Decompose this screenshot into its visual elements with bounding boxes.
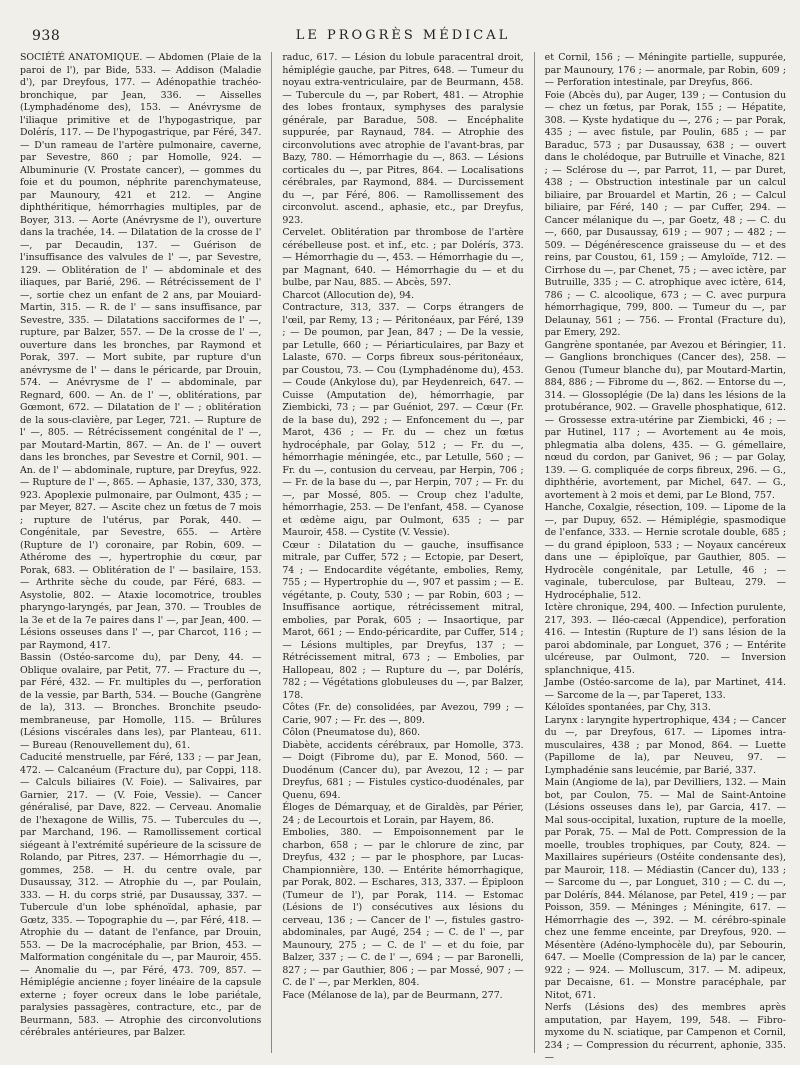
- index-entry: Gangrène spontanée, par Avezou et Béringier, 11. — Ganglions bronchiques (Cancer des), 258. — Genou (Tumeur blanche du), par Moutard-Martin, 884, 886 ; — Fibrome du —, 862. — Entorse du —, 314. — Glossoplégie (De la) dans les lésions de la protubérance, 902. — Gravelle phosphatique, 612. — Grossesse extra-utérine par Ziembicki, 46 ; — par Hutinel, 117 ; — Avortement au 4e mois, phlegmatia alba dolens, 435. — G. gémellaire, nœud du cordon, par Ganivet, 96 ; — par Golay, 139. — G. compliquée de corps fibreux, 296. — G., diphthérie, avortement, par Michel, 647. — G., avortement à 2 mois et demi, par Le Blond, 757.: [544, 339, 786, 501]
- index-entry: Bassin (Ostéo-sarcome du), par Deny, 44. — Oblique ovalaire, par Petit, 77. — Fracture du —, par Féré, 432. — Fr. multiples du —, perforation de la vessie, par Barth, 534. — Bouche (Gangrène de la), 313. — Bronches. Bronchite pseudo-membraneuse, par Homolle, 115. — Brûlures (Lésions viscérales dans les), par Planteau, 611. — Bureau (Renouvellement du), 61.: [20, 652, 262, 751]
- index-entry: et Cornil, 156 ; — Méningite partielle, suppurée, par Maunoury, 176 ; — anormale, par Robin, 609 ; — Perforation intestinale, par Dreyfus, 866.: [544, 52, 786, 88]
- index-entry: Caducité menstruelle, par Féré, 133 ; — par Jean, 472. — Calcanéum (Fracture du), par Coppi, 118. — Calculs biliaires (V. Foie). — Salivaires, par Garnier, 217. — (V. Foie, Vessie). — Cancer généralisé, par Dave, 822. — Cerveau. Anomalie de l'hexagone de Willis, 75. — Tubercules du —, par Marchand, 196. — Ramollissement cortical siégeant à l'extrémité supérieure de la scissure de Rolando, par Pitres, 237. — Hémorrhagie du —, gommes, 258. — H. du centre ovale, par Dusaussay, 312. — Atrophie du —, par Poulain, 333. — H. du corps strié, par Dusaussay, 337. — Tubercule d'un lobe sphénoïdal, aphasie, par Gœtz, 335. — Topographie du —, par Féré, 418. — Atrophie du — datant de l'enfance, par Drouin, 553. — De la macrocéphalie, par Brion, 453. — Malformation congénitale du —, par Mauroir, 455. — Anomalie du —, par Féré, 473. 709, 857. — Hémiplégie ancienne ; foyer linéaire de la capsule externe ; foyer ocreux dans le lobe pariétale, paralysies passagères, contracture, etc., par de Beurmann, 583. — Atrophie des circonvolutions cérébrales antérieures, par Balzer.: [20, 752, 262, 1038]
- index-entry: Cœur : Dilatation du — gauche, insuffisance mitrale, par Cuffer, 572 ; — Ectopie, par Desert, 74 ; — Endocardite végétante, embolies, Remy, 755 ; — Hypertrophie du —, 907 et passim ; — E. végétante, p. Couty, 530 ; — par Robin, 603 ; — Insuffisance aortique, rétrécissement mitral, embolies, par Porak, 605 ; — Insaortique, par Marot, 661 ; — Endo-péricardite, par Cuffer, 514 ; — Lésions multiples, par Dreyfus, 137 ; — Rétrécissement mitral, 673 ; — Embolies, par Hallopeau, 802 ; — Rupture du —, par Dolérís, 782 ; — Végétations globuleuses du —, par Balzer, 178.: [282, 539, 524, 701]
- page-number: 938: [32, 28, 61, 44]
- index-column-right: [544, 52, 786, 1063]
- index-entry: raduc, 617. — Lésion du lobule paracentral droit, hémiplégie gauche, par Pitres, 648. — Tumeur du noyau extra-ventriculaire, par de Beurmann, 458. — Tubercule du —, par Robert, 481. — Atrophie des lobes frontaux, symphyses des paralysie générale, par Baradue, 508. — Encéphalite suppurée, par Raynaud, 784. — Atrophie des circonvolutions avec atrophie de l'avant-bras, par Bazy, 780. — Hémorrhagie du —, 863. — Lésions corticales du —, par Pitres, 864. — Localisations cérébrales, par Raymond, 884. — Durcissement du —, par Féré, 806. — Ramollissement des circonvolut. ascend., aphasie, etc., par Dreyfus, 923.: [282, 52, 524, 226]
- index-entry: Nerfs (Lésions des) des membres après amputation, par Hayem, 199, 548. — Fibro-myxome du N. sciatique, par Campenon et Cornil, 234 ; — Compression du récurrent, aphonie, 335. —: [544, 1002, 786, 1063]
- index-entry: Éloges de Démarquay, et de Giraldès, par Périer, 24 ; de Lecourtois et Lorain, par Hayem, 86.: [282, 802, 524, 826]
- column-divider: [534, 52, 535, 1053]
- index-entry: Ictère chronique, 294, 400. — Infection purulente, 217, 393. — Iléo-cæcal (Appendice), perforation 416. — Intestin (Rupture de l') sans lésion de la paroi abdominale, par Longuet, 376 ; — Entérite ulcéreuse, par Oulmont, 720. — Inversion splanchnique, 415.: [544, 602, 786, 676]
- column-divider: [271, 52, 272, 1053]
- index-entry: Larynx : laryngite hypertrophique, 434 ; — Cancer du —, par Dreyfous, 617. — Lipomes intra-musculaires, 438 ; par Monod, 864. — Luette (Papillome de la), par Neuveu, 97. — Lymphadénie sans leucémie, par Barié, 337.: [544, 714, 786, 776]
- index-column-middle: [282, 52, 523, 1053]
- index-entry: Cervelet. Oblitération par thrombose de l'artère cérébelleuse post. et inf., etc. ; par Dolérís, 373. — Hémorrhagie du —, 453. — Hémorrhagie du —, par Magnant, 640. — Hémorrhagie du — et du bulbe, par Nau, 885. — Abcès, 597.: [282, 227, 524, 288]
- index-entry: Main (Angiome de la), par Devilliers, 132. — Main bot, par Coulon, 75. — Mal de Saint-Antoine (Lésions osseuses dans le), par Garcia, 417. — Mal sous-occipital, luxation, rupture de la moelle, par Porak, 75. — Mal de Pott. Compression de la moelle, troubles trophiques, par Couty, 824. — Maxillaires supérieurs (Ostéite condensante des), par Mauroir, 118. — Médiastin (Cancer du), 133 ; — Sarcome du —, par Longuet, 310 ; — C. du —, par Dolérís, 844. Mélanose, par Petel, 419 ; — par Poisson, 359. — Méninges ; Méningite, 617. — Hémorrhagie des —, 392. — M. cérébro-spinale chez une femme enceinte, par Dreyfous, 920. — Mésentère (Adéno-lymphocèle du), par Sebourin, 647. — Moelle (Compression de la) par le cancer, 922 ; — 924. — Molluscum, 317. — M. adipeux, par Decaisne, 61. — Monstre paracéphale, par Nitot, 671.: [544, 777, 786, 1001]
- index-entry: Embolies, 380. — Empoisonnement par le charbon, 658 ; — par le chlorure de zinc, par Dreyfus, 432 ; — par le phosphore, par Lucas-Championnière, 130. — Entérite hémorrhagique, par Porak, 802. — Eschares, 313, 337. — Épiploon (Tumeur de l'), par Porak, 114. — Estomac (Lésions de l') consécutives aux lésions du cerveau, 136 ; — Cancer de l' —, fistules gastro-abdominales, par Augé, 254 ; — C. de l' —, par Maunoury, 275 ; — C. de l' — et du foie, par Balzer, 337 ; — C. de l' —, 694 ; — par Baronelli, 827 ; — par Gauthier, 806 ; — par Mossé, 907 ; — C. de l' —, par Merklen, 804.: [282, 827, 524, 988]
- page-header: [20, 28, 786, 48]
- index-entry: Diabète, accidents cérébraux, par Homolle, 373. — Doigt (Fibrome du), par E. Monod, 560. — Duodénum (Cancer du), par Avezou, 12 ; — par Dreyfus, 681 ; — Fistules cystico-duodénales, par Quenu, 694.: [282, 739, 524, 801]
- index-entry: Côlon (Pneumatose du), 860.: [282, 727, 421, 738]
- journal-title: LE PROGRÈS MÉDICAL: [295, 28, 511, 43]
- index-entry: Charcot (Allocution de), 94.: [282, 289, 415, 301]
- index-entry: Côtes (Fr. de) consolidées, par Avezou, 799 ; — Carie, 907 ; — Fr. des —, 809.: [282, 702, 524, 726]
- index-column-left: [20, 52, 261, 1053]
- index-entry: Contracture, 313, 337. — Corps étrangers de l'œil, par Remy, 13 ; — Péritonéaux, par Féré, 139 ; — De poumon, par Jean, 847 ; — De la vessie, par Letulle, 660 ; — Périarticulaires, par Bazy et Lalaste, 670. — Corps fibreux sous-péritonéaux, par Coustou, 73. — Cou (Lymphadénome du), 453. — Coude (Ankylose du), par Heydenreich, 647. — Cuisse (Amputation de), hémorrhagie, par Ziembicki, 73 ; — par Guéniot, 297. — Cœur (Fr. de la base du), 292 ; — Enfoncement du —, par Marot, 436 ; — Fr. du — chez un fœtus hydrocéphale, par Golay, 512 ; — Fr. du —, hémorrhagie méningée, etc., par Letulle, 560 ; — Fr. du —, contusion du cerveau, par Herpin, 706 ; — Fr. de la base du —, par Herpin, 707 ; — Fr. du —, par Mossé, 805. — Croup chez l'adulte, hémorrhagie, 253. — De l'enfant, 458. — Cyanose et œdème aigu, par Oulmont, 635 ; — par Mauroir, 458. — Cystite (V. Vessie).: [282, 302, 524, 538]
- index-entry: Foie (Abcès du), par Auger, 139 ; — Contusion du — chez un fœtus, par Porak, 155 ; — Hépatite, 308. — Kyste hydatique du —, 276 ; — par Porak, 435 ; — avec fistule, par Poulin, 685 ; — par Baraduc, 573 ; par Dusaussay, 638 ; — ouvert dans le cholédoque, par Butruille et Vinache, 821 ; — Sclérose du —, par Parrot, 11, — par Duret, 438 ; — Obstruction intestinale par un calcul biliaire, par Brouardel et Martin, 26 ; — Calcul biliaire, par Féré, 140 ; — par Cuffer, 294. — Cancer mélanique du —, par Goetz, 48 ; — C. du —, 660, par Dusaussay, 619 ; — 907 ; — 482 ; — 509. — Dégénérescence graisseuse du — et des reins, par Coustou, 61, 159 ; — Amyloïde, 712. — Cirrhose du —, par Chenet, 75 ; — avec ictère, par Butruille, 335 ; — C. atrophique avec ictère, 614, 786 ; — C. alcoolique, 673 ; — C. avec purpura hémorrhagique, 799, 800. — Tumeur du —, par Delaunay, 561 ; — 756. — Frontal (Fracture du), par Emery, 292.: [544, 89, 786, 338]
- index-entry: Face (Mélanose de la), par de Beurmann, 277.: [282, 989, 503, 1001]
- index-columns: [20, 52, 786, 1063]
- index-entry: Kéloïdes spontanées, par Chy, 313.: [544, 702, 711, 713]
- index-entry: Jambe (Ostéo-sarcome de la), par Martinet, 414. — Sarcome de la —, par Taperet, 133.: [544, 677, 786, 701]
- index-entry: SOCIÉTÉ ANATOMIQUE. — Abdomen (Plaie de la paroi de l'), par Bide, 533. — Addison (Maladie d'), par Dreyfous, 177. — Adénopathie trachéo-bronchique, par Jean, 336. — Aisselles (Lymphadénome des), 153. — Anévrysme de l'iliaque primitive et de l'hypogastrique, par Dolérís, 117. — De l'hypogastrique, par Féré, 347. — D'un rameau de l'artère pulmonaire, caverne, par Sevestre, 860 ; par Homolle, 924. — Albuminurie (V. Prostate cancer), — gommes du foie et du poumon, néphrite parenchymateuse, par Maunoury, 421 et 212. — Angine diphthéritique, hémorrhagies multiples, par de Boyer, 313. — Aorte (Anévrysme de l'), ouverture dans la trachée, 14. — Dilatation de la crosse de l' —, par Decaudin, 137. — Guérison de l'insuffisance des valvules de l' —, par Sevestre, 129. — Oblitération de l' — abdominale et des iliaques, par Barié, 296. — Rétrécissement de l' —, sortie chez un enfant de 2 ans, par Mouiard-Martin, 315. — R. de l' — sans insuffisance, par Sevestre, 335. — Dilatations sacciformes de l' —, rupture, par Balzer, 557. — De la crosse de l' —, ouverture dans les bronches, par Raymond et Porak, 397. — Mort subite, par rupture d'un anévrysme de l' — dans le péricarde, par Drouin, 574. — Anévrysme de l' — abdominale, par Regnard, 600. — An. de l' —, oblitérations, par Gœmont, 672. — Dilatation de l' — ; oblitération de la sous-clavière, par Leger, 721. — Rupture de l' —, 805. — Rétrécissement congénital de l' —, par Moutard-Martin, 867. — An. de l' — ouvert dans les bronches, par Sevestre et Cornil, 901. — An. de l' — abdominale, rupture, par Dreyfus, 922. — Rupture de l' —, 865. — Aphasie, 137, 330, 373, 923. Apoplexie pulmonaire, par Oulmont, 435 ; — par Meyer, 827. — Ascite chez un fœtus de 7 mois ; rupture de l'utérus, par Porak, 440. — Congénitale, par Sevestre, 655. — Artère (Rupture de l') coronaire, par Robin, 609. — Athérome des —, hypertrophie du cœur, par Porak, 683. — Oblitération de l' — basilaire, 153. — Arthrite sèche du coude, par Féré, 683. — Asystolie, 802. — Ataxie locomotrice, troubles pharyngo-laryngés, par Jean, 370. — Troubles de la 3e et de la 7e paires dans l' —, par Jean, 400. — Lésions osseuses dans l' —, par Charcot, 116 ; — par Raymond, 417.: [20, 52, 262, 651]
- index-entry: Hanche, Coxalgie, résection, 109. — Lipome de la —, par Dupuy, 652. — Hémiplégie, spasmodique de l'enfance, 333. — Hernie scrotale double, 685 ; — du grand épiploon, 533 ; — Noyaux cancéreux dans une — épiploïque, par Gauthier, 805. — Hydrocèle congénitale, par Letulle, 46 ; — vaginale, tuberculose, par Bulteau, 279. — Hydrocéphalie, 512.: [544, 502, 786, 601]
